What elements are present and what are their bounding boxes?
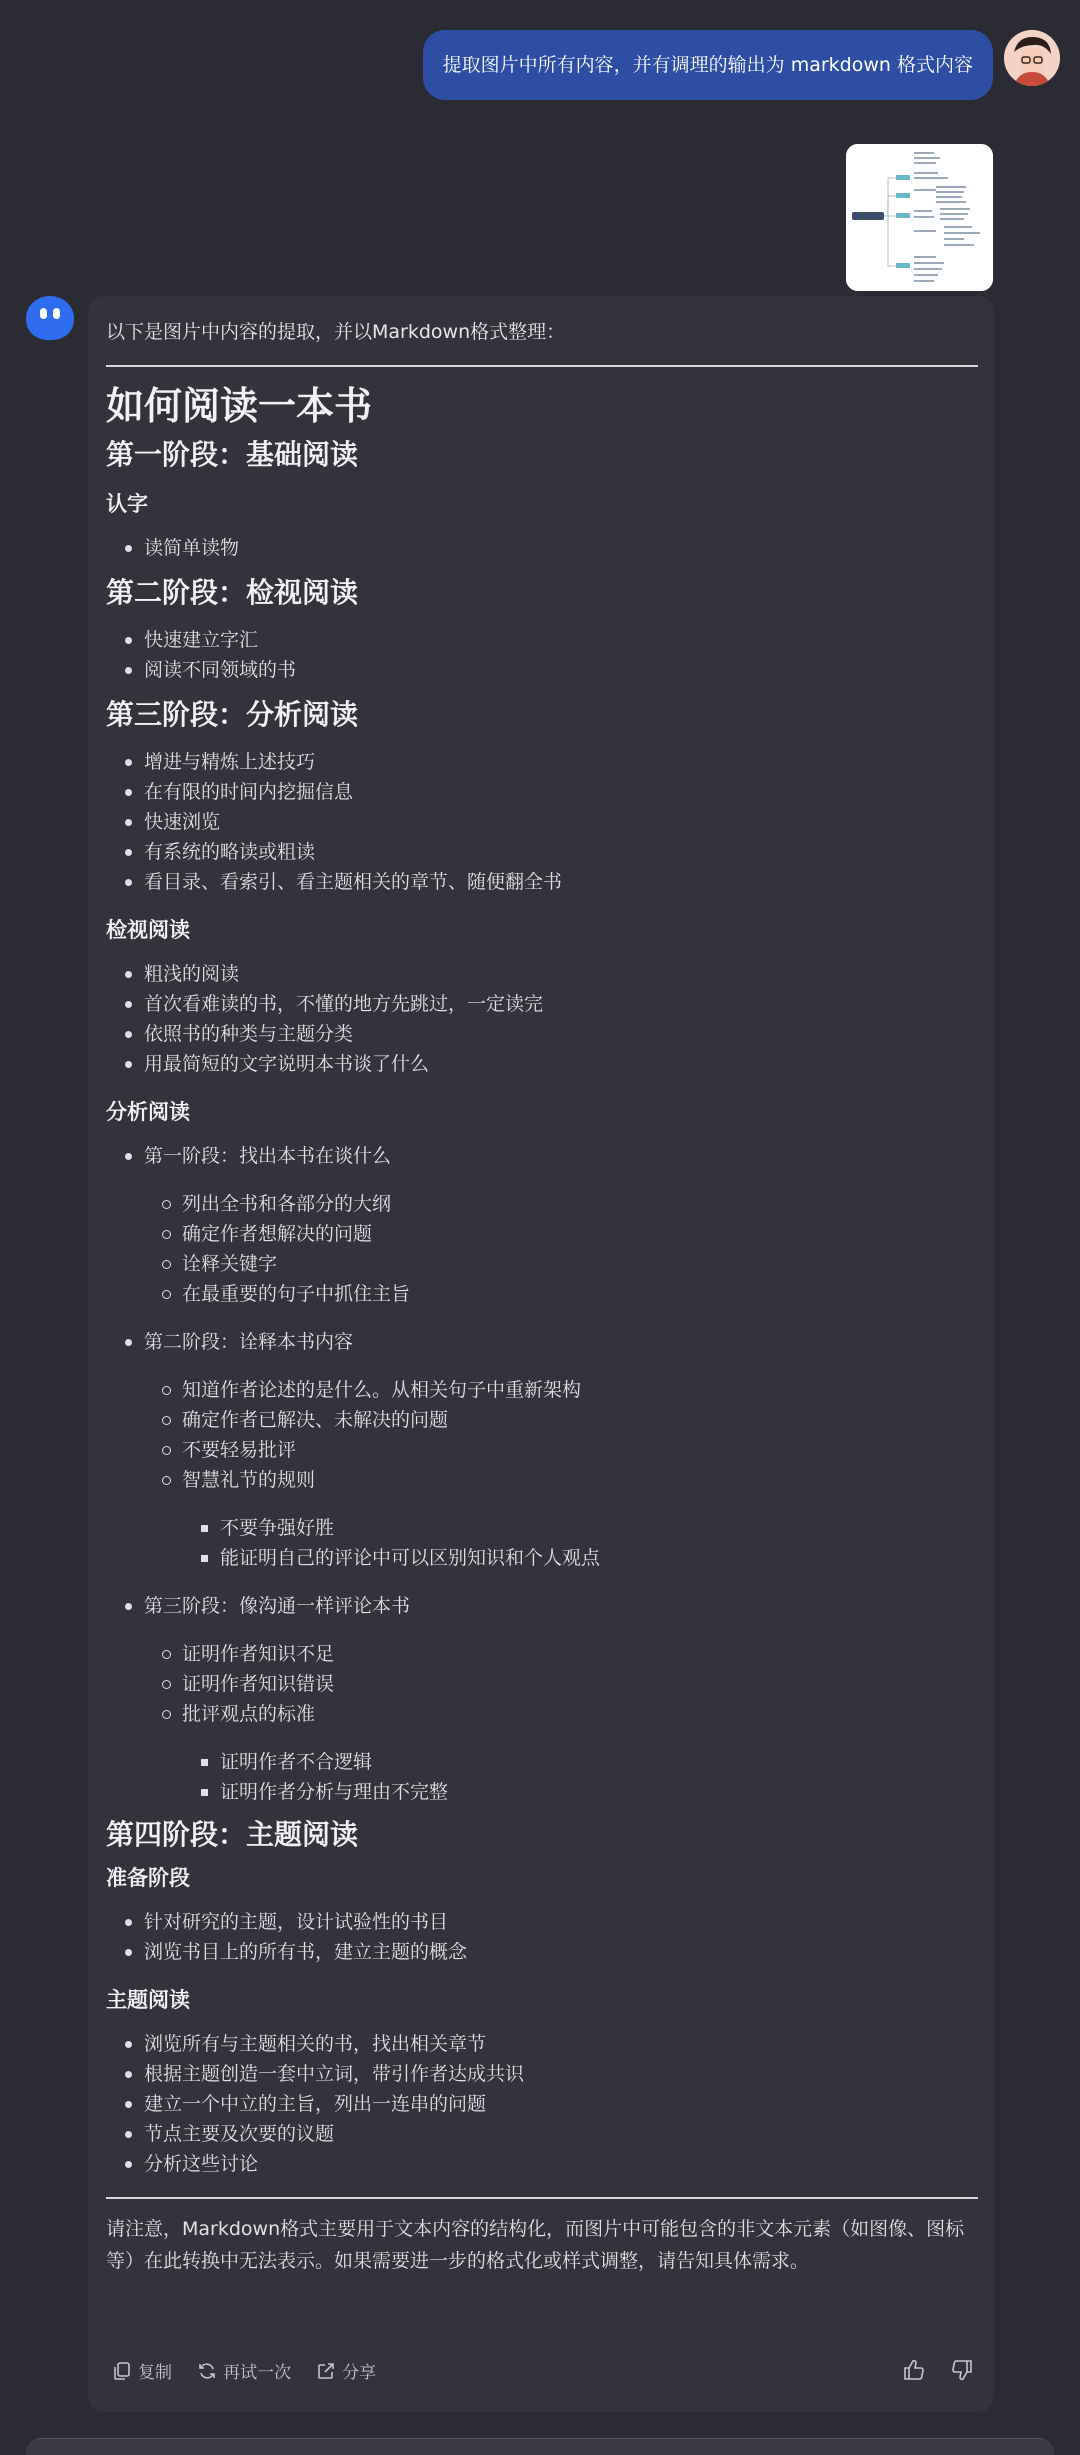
retry-icon — [197, 2361, 217, 2381]
list-item: 浏览书目上的所有书，建立主题的概念 — [106, 1937, 978, 1967]
user-avatar[interactable] — [1004, 30, 1060, 86]
list-item: 建立一个中立的主旨，列出一连串的问题 — [106, 2089, 978, 2119]
list-item: 在有限的时间内挖掘信息 — [106, 777, 978, 807]
note-text: 请注意，Markdown格式主要用于文本内容的结构化，而图片中可能包含的非文本元素（如图像、图标等）在此转换中无法表示。如果需要进一步的格式化或样式调整，请告知具体需求。 — [106, 2218, 965, 2272]
phase3-list — [144, 1639, 978, 1807]
stage1-subheading: 认字 — [106, 492, 148, 516]
phase3-label: 第三阶段：像沟通一样评论本书 — [144, 1595, 411, 1617]
list-item: 用最简短的文字说明本书谈了什么 — [106, 1049, 978, 1079]
topic-heading: 主题阅读 — [106, 1988, 190, 2012]
list-item: 证明作者不合逻辑 — [182, 1747, 978, 1777]
list-item — [106, 1591, 978, 1807]
phase3-rule-list — [182, 1747, 978, 1807]
doc-title: 如何阅读一本书 — [106, 384, 373, 428]
list-item: 在最重要的句子中抓住主旨 — [144, 1279, 978, 1309]
stage2-list — [106, 625, 978, 685]
feedback-buttons — [878, 2358, 974, 2382]
thumb-up-icon — [902, 2358, 926, 2382]
stage4-heading: 第四阶段：主题阅读 — [106, 1818, 359, 1851]
list-item: 阅读不同领域的书 — [106, 655, 978, 685]
user-message-bubble: 提取图片中所有内容，并有调理的输出为 markdown 格式内容 — [423, 30, 993, 100]
retry-label: 再试一次 — [223, 2363, 292, 2383]
retry-button[interactable] — [197, 2358, 291, 2383]
list-item: 证明作者分析与理由不完整 — [182, 1777, 978, 1807]
share-label: 分享 — [342, 2363, 377, 2383]
list-item: 知道作者论述的是什么。从相关句子中重新架构 — [144, 1375, 978, 1405]
list-item — [144, 1699, 978, 1807]
list-item: 有系统的略读或粗读 — [106, 837, 978, 867]
list-item: 读简单读物 — [106, 533, 978, 563]
list-item: 列出全书和各部分的大纲 — [144, 1189, 978, 1219]
stage2-heading: 第二阶段：检视阅读 — [106, 576, 359, 609]
input-bar-edge[interactable] — [26, 2438, 1054, 2455]
list-item: 看目录、看索引、看主题相关的章节、随便翻全书 — [106, 867, 978, 897]
list-item: 不要轻易批评 — [144, 1435, 978, 1465]
list-item: 粗浅的阅读 — [106, 959, 978, 989]
topic-list — [106, 2029, 978, 2179]
phase2-label: 第二阶段：诠释本书内容 — [144, 1331, 354, 1353]
list-item: 确定作者想解决的问题 — [144, 1219, 978, 1249]
thumb-down-icon — [950, 2358, 974, 2382]
stage1-heading: 第一阶段：基础阅读 — [106, 438, 359, 471]
thumb-up-button[interactable] — [902, 2358, 926, 2382]
prep-list — [106, 1907, 978, 1967]
list-item: 分析这些讨论 — [106, 2149, 978, 2179]
phase2-list — [144, 1375, 978, 1573]
share-icon — [316, 2361, 336, 2381]
copy-button[interactable] — [112, 2358, 172, 2383]
assistant-avatar — [26, 296, 74, 340]
stage3-list — [106, 747, 978, 897]
list-item — [106, 1141, 978, 1309]
share-button[interactable] — [316, 2358, 376, 2383]
list-item: 确定作者已解决、未解决的问题 — [144, 1405, 978, 1435]
list-item — [144, 1465, 978, 1573]
divider — [106, 2197, 978, 2199]
list-item: 依照书的种类与主题分类 — [106, 1019, 978, 1049]
list-item: 节点主要及次要的议题 — [106, 2119, 978, 2149]
attached-image-thumbnail[interactable] — [846, 144, 993, 291]
copy-label: 复制 — [138, 2363, 172, 2383]
phase3-rule-label: 批评观点的标准 — [182, 1703, 316, 1725]
stage3-heading: 第三阶段：分析阅读 — [106, 698, 359, 731]
inspect-heading: 检视阅读 — [106, 918, 190, 942]
copy-icon — [112, 2361, 132, 2381]
divider — [106, 365, 978, 367]
list-item: 快速浏览 — [106, 807, 978, 837]
list-item: 不要争强好胜 — [182, 1513, 978, 1543]
list-item: 证明作者知识错误 — [144, 1669, 978, 1699]
list-item: 根据主题创造一套中立词，带引作者达成共识 — [106, 2059, 978, 2089]
list-item: 能证明自己的评论中可以区别知识和个人观点 — [182, 1543, 978, 1573]
intro-text: 以下是图片中内容的提取，并以Markdown格式整理： — [106, 321, 566, 343]
phase2-rule-list — [182, 1513, 978, 1573]
list-item: 证明作者知识不足 — [144, 1639, 978, 1669]
phase1-list — [144, 1189, 978, 1309]
list-item: 快速建立字汇 — [106, 625, 978, 655]
list-item: 增进与精炼上述技巧 — [106, 747, 978, 777]
list-item: 诠释关键字 — [144, 1249, 978, 1279]
analyze-list — [106, 1141, 978, 1807]
list-item: 针对研究的主题，设计试验性的书目 — [106, 1907, 978, 1937]
list-item: 浏览所有与主题相关的书，找出相关章节 — [106, 2029, 978, 2059]
inspect-list — [106, 959, 978, 1079]
list-item: 首次看难读的书，不懂的地方先跳过，一定读完 — [106, 989, 978, 1019]
message-actions — [112, 2358, 974, 2388]
assistant-message-card — [88, 296, 994, 2412]
phase2-rule-label: 智慧礼节的规则 — [182, 1469, 316, 1491]
thumb-down-button[interactable] — [950, 2358, 974, 2382]
analyze-heading: 分析阅读 — [106, 1100, 190, 1124]
phase1-label: 第一阶段：找出本书在谈什么 — [144, 1145, 392, 1167]
list-item — [106, 1327, 978, 1573]
stage1-list — [106, 533, 978, 563]
prep-heading: 准备阶段 — [106, 1866, 190, 1890]
